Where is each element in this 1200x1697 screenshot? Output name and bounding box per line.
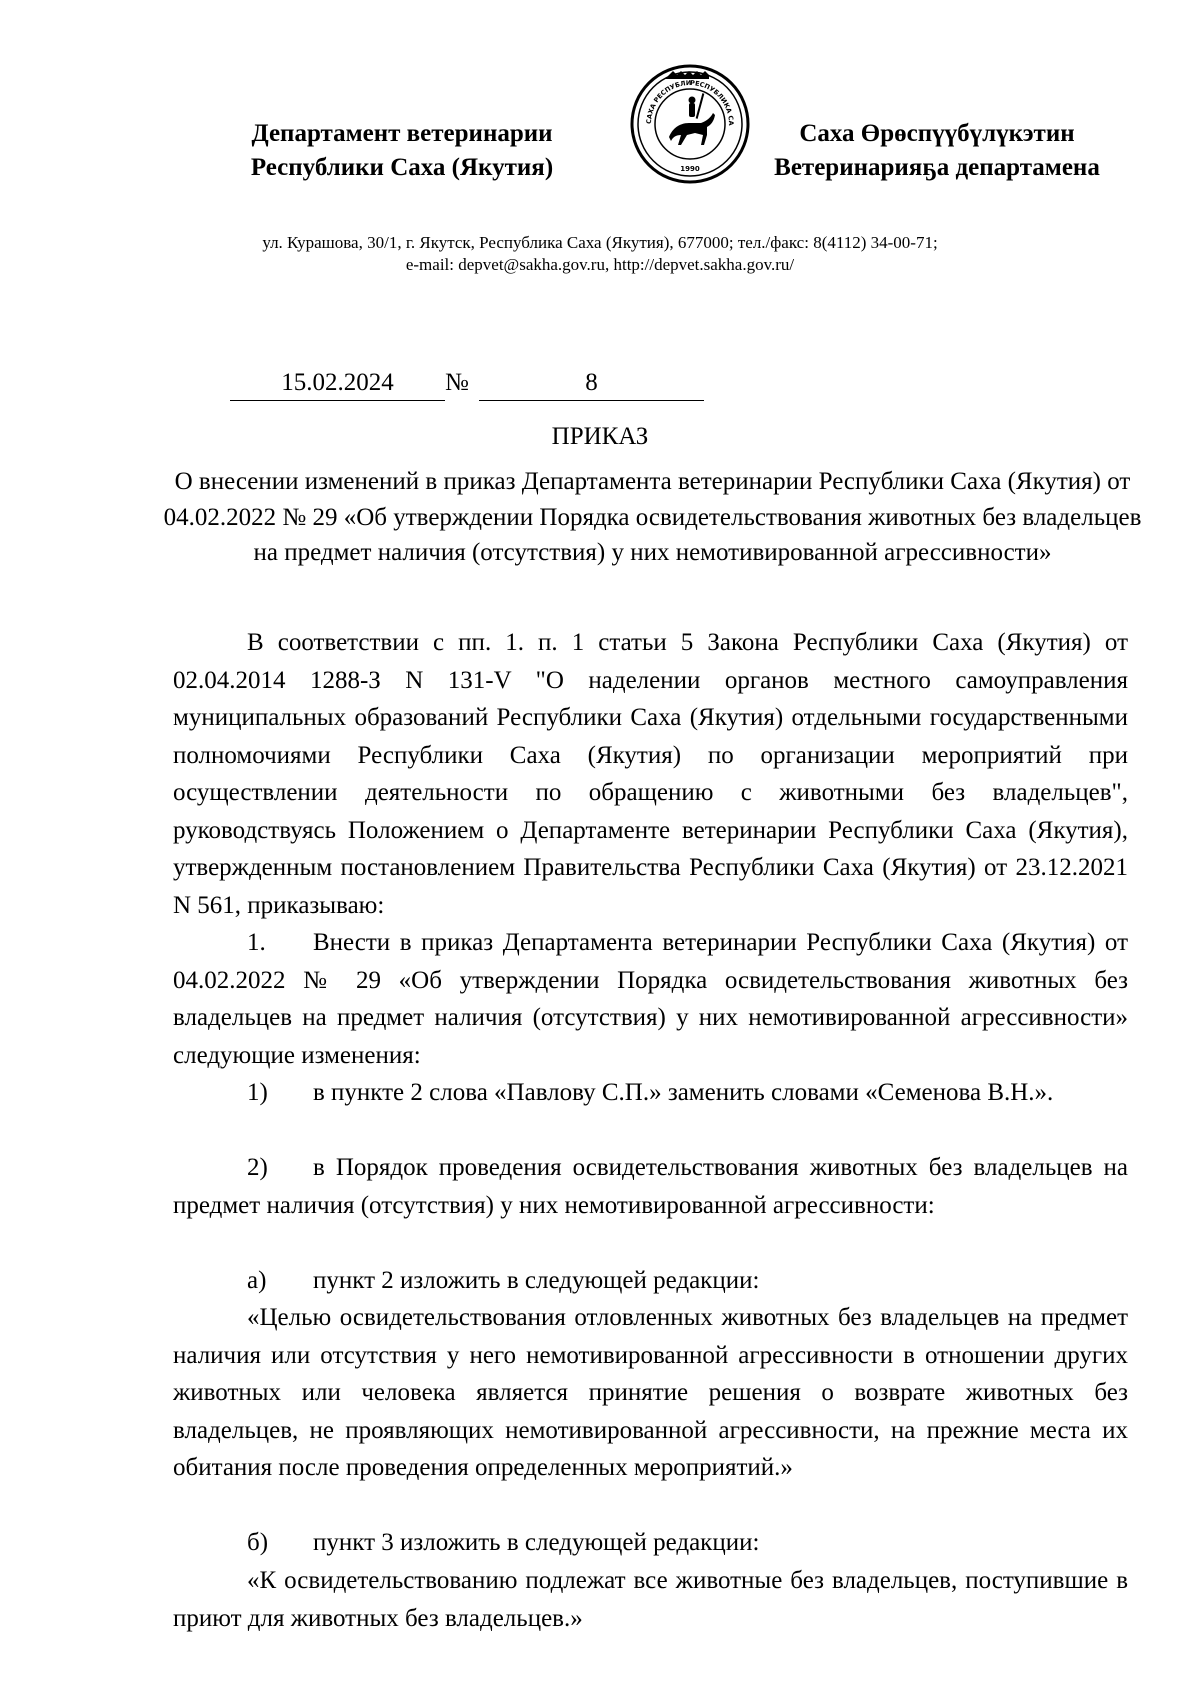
subitem-1 [173, 1074, 1128, 1112]
subitem-b-text: пункт 3 изложить в следующей редакции: [313, 1529, 760, 1556]
emblem [629, 63, 751, 185]
order-date: 15.02.2024 [230, 368, 445, 401]
order-number-sign: № [445, 369, 469, 396]
subitem-a-quote: «Целью освидетельствования отловленных животных без владельцев на предмет наличия или отсутствия у него немотивированной агрессивности в отношении других животных или человека является принятие решения о возврате животных без владельцев, не проявляющих немотивированной агрессивности, на прежние места их обитания после проведения определенных мероприятий.» [173, 1304, 1128, 1481]
subitem-a-letter: а) [247, 1267, 267, 1294]
organization-name-sah [752, 117, 1122, 185]
org-sah-line2: Ветеринарияҕа департамена [774, 154, 1100, 181]
subitem-2-number: 2) [247, 1154, 268, 1181]
subitem-a-text: пункт 2 изложить в следующей редакции: [313, 1267, 760, 1294]
subitem-1-number: 1) [247, 1079, 268, 1106]
emblem-year: 1990 [680, 165, 700, 173]
subitem-2-text: в Порядок проведения освидетельствования животных без владельцев на предмет наличия (отсутствия) у них немотивированной агрессивности: [173, 1154, 1128, 1219]
document-subject: О внесении изменений в приказ Департамента ветеринарии Республики Саха (Якутия) от 04.02.2022 № 29 «Об утверждении Порядка освидетельствования животных без владельцев на предмет наличия (отсутствия) у них немотивированной агрессивности» [163, 468, 1142, 566]
subitem-2 [173, 1149, 1128, 1224]
item-1-number: 1. [247, 929, 266, 956]
item-1 [173, 924, 1128, 1074]
organization-name-ru [232, 117, 572, 185]
org-ru-line2: Республики Саха (Якутия) [250, 154, 554, 181]
preamble: В соответствии с пп. 1. п. 1 статьи 5 Закона Республики Саха (Якутия) от 02.04.2014 1288-З N 131-V "О наделении органов местного самоуправления муниципальных образований Республики Саха (Якутия) отдельными государственными полномочиями Республики Саха (Якутия) по организации мероприятий при осуществлении деятельности по обращению с животными без владельцев", руководствуясь Положением о Департаменте ветеринарии Республики Саха (Якутия), утвержденным постановлением Правительства Республики Саха (Якутия) от 23.12.2021 N 561, приказываю: [173, 629, 1128, 919]
rider-icon [669, 93, 715, 145]
org-ru-line1: Департамент ветеринарии [251, 120, 553, 147]
contacts-address: ул. Курашова, 30/1, г. Якутск, Республика Саха (Якутия), 677000; тел./факс: 8(4112) 34-00-71; [262, 233, 938, 252]
subitem-1-text: в пункте 2 слова «Павлову С.П.» заменить словами «Семенова В.Н.». [313, 1079, 1054, 1106]
sakha-coat-of-arms-icon [629, 63, 751, 185]
subitem-b-quote: «К освидетельствованию подлежат все животные без владельцев, поступившие в приют для животных без владельцев.» [173, 1567, 1128, 1632]
item-1-text: Внести в приказ Департамента ветеринарии Республики Саха (Якутия) от 04.02.2022 № 29 «Об утверждении Порядка освидетельствования животных без владельцев на предмет наличия (отсутствия) у них немотивированной агрессивности» следующие изменения: [173, 929, 1128, 1069]
subitem-a [173, 1262, 1128, 1300]
document-title: ПРИКАЗ [551, 423, 649, 450]
subitem-b [173, 1524, 1128, 1562]
contacts-email-web: e-mail: depvet@sakha.gov.ru, http://depvet.sakha.gov.ru/ [405, 255, 795, 274]
org-sah-line1: Саха Өрөспүүбүлүкэтин [799, 120, 1075, 147]
emblem-text-right: РЕСПУБЛИКА СА [689, 78, 736, 126]
subitem-b-letter: б) [247, 1529, 269, 1556]
emblem-text-left: САХА РЕСПУБЛИ [644, 78, 692, 125]
order-number: 8 [479, 368, 704, 401]
